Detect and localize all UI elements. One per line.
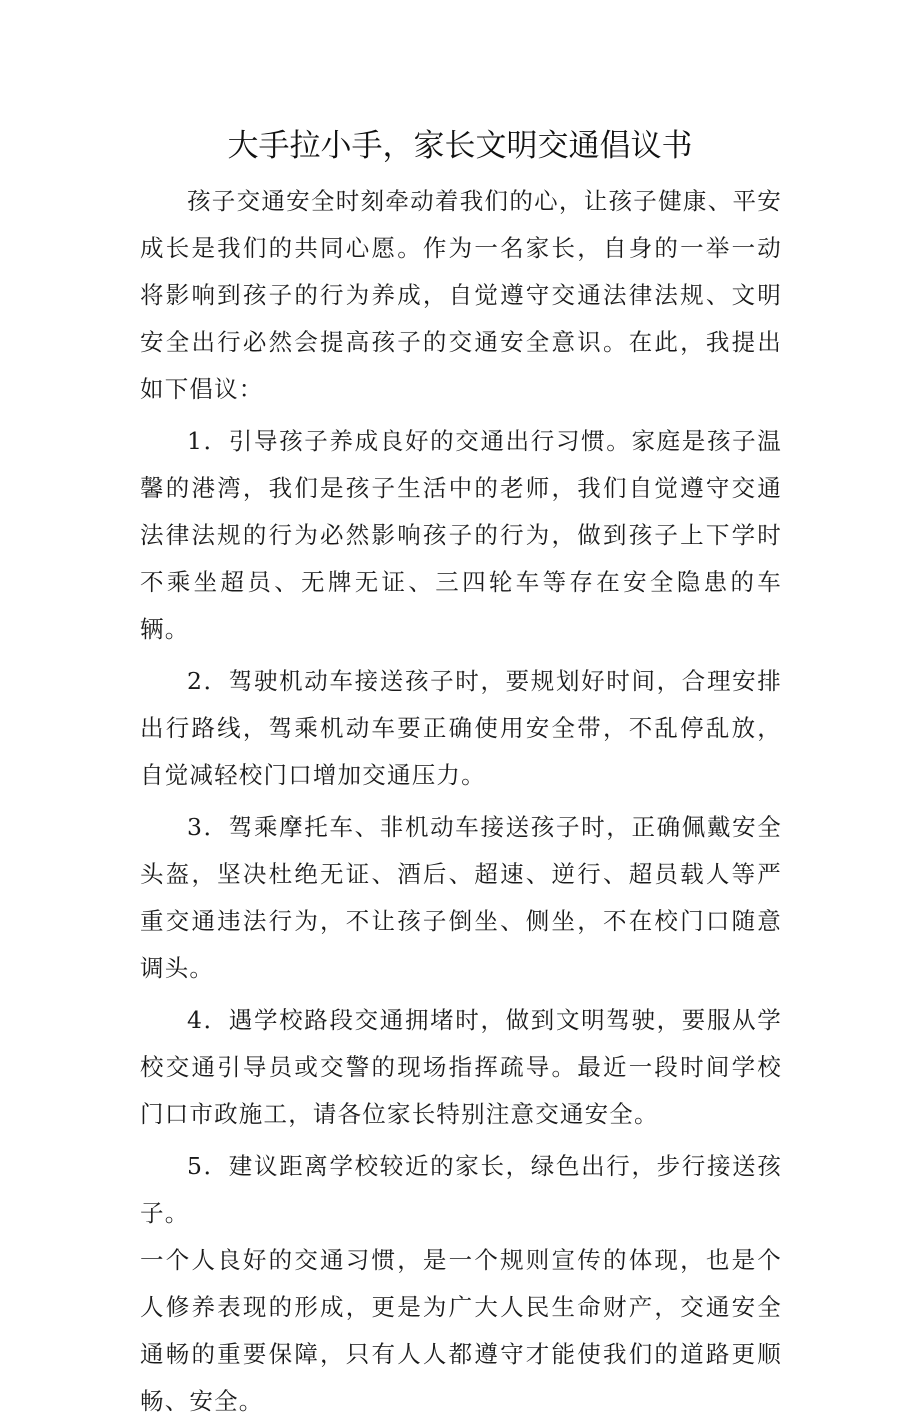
document-title: 大手拉小手，家长文明交通倡议书 bbox=[227, 128, 693, 164]
proposal-item-4: 4．遇学校路段交通拥堵时，做到文明驾驶，要服从学校交通引导员或交警的现场指挥疏导。最近一段时间学校门口市政施工，请各位家长特别注意交通安全。 bbox=[140, 1006, 782, 1128]
proposal-item-2: 2．驾驶机动车接送孩子时，要规划好时间，合理安排出行路线，驾乘机动车要正确使用安全带，不乱停乱放，自觉减轻校门口增加交通压力。 bbox=[140, 667, 782, 789]
proposal-item-1: 1．引导孩子养成良好的交通出行习惯。家庭是孩子温馨的港湾，我们是孩子生活中的老师，我们自觉遵守交通法律法规的行为必然影响孩子的行为，做到孩子上下学时不乘坐超员、无牌无证、三四轮车等存在安全隐患的车辆。 bbox=[140, 427, 782, 643]
proposal-item-3: 3．驾乘摩托车、非机动车接送孩子时，正确佩戴安全头盔，坚决杜绝无证、酒后、超速、逆行、超员载人等严重交通违法行为，不让孩子倒坐、侧坐，不在校门口随意调头。 bbox=[140, 813, 782, 982]
proposal-item-5: 5．建议距离学校较近的家长，绿色出行，步行接送孩子。 bbox=[140, 1152, 782, 1227]
document-body bbox=[140, 178, 782, 1425]
closing-paragraph: 一个人良好的交通习惯，是一个规则宣传的体现，也是个人修养表现的形成，更是为广大人民生命财产，交通安全通畅的重要保障，只有人人都遵守才能使我们的道路更顺畅、安全。 bbox=[140, 1246, 782, 1415]
intro-paragraph: 孩子交通安全时刻牵动着我们的心，让孩子健康、平安成长是我们的共同心愿。作为一名家长，自身的一举一动将影响到孩子的行为养成，自觉遵守交通法律法规、文明安全出行必然会提高孩子的交通安全意识。在此，我提出如下倡议： bbox=[140, 187, 782, 403]
